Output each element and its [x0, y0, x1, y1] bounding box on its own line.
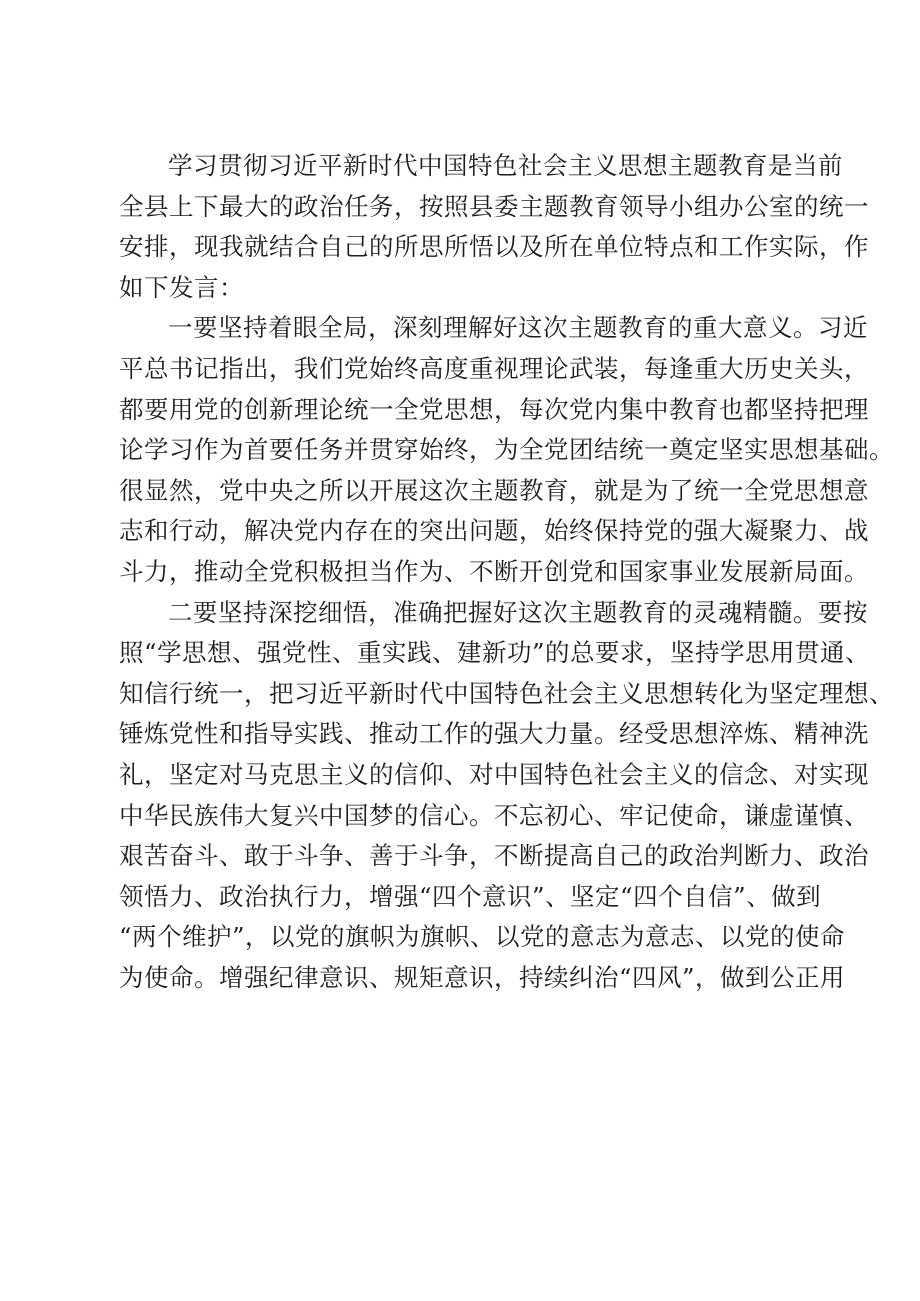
paragraph-3-line-2: 照“学思想、强党性、重实践、建新功”的总要求，坚持学思用贯通、: [119, 638, 871, 668]
paragraph-2-line-3: 都要用党的创新理论统一全党思想，每次党内集中教育也都坚持把理: [119, 394, 869, 424]
paragraph-1-line-3: 安排，现我就结合自己的所思所悟以及所在单位特点和工作实际，作: [119, 232, 869, 262]
paragraph-2-line-4: 论学习作为首要任务并贯穿始终，为全党团结统一奠定坚实思想基础。: [119, 435, 894, 465]
paragraph-1-line-4: 如下发言：: [119, 272, 244, 302]
paragraph-3-line-1: 二要坚持深挖细悟，准确把握好这次主题教育的灵魂精髓。要按: [168, 597, 868, 627]
paragraph-2-line-6: 志和行动，解决党内存在的突出问题，始终保持党的强大凝聚力、战: [119, 516, 869, 546]
paragraph-1-line-1: 学习贯彻习近平新时代中国特色社会主义思想主题教育是当前: [168, 151, 843, 180]
paragraph-3-line-9: “两个维护”，以党的旗帜为旗帜、以党的意志为意志、以党的使命: [119, 922, 846, 952]
paragraph-2-line-1: 一要坚持着眼全局，深刻理解好这次主题教育的重大意义。习近: [168, 313, 868, 343]
paragraph-3-line-3: 知信行统一，把习近平新时代中国特色社会主义思想转化为坚定理想、: [119, 678, 894, 708]
paragraph-2-line-2: 平总书记指出，我们党始终高度重视理论武装，每逢重大历史关头，: [119, 353, 869, 383]
paragraph-3-line-6: 中华民族伟大复兴中国梦的信心。不忘初心、牢记使命，谦虚谨慎、: [119, 800, 869, 830]
document-body: [119, 146, 894, 998]
paragraph-3-line-5: 礼，坚定对马克思主义的信仰、对中国特色社会主义的信念、对实现: [119, 759, 869, 789]
paragraph-3-line-4: 锤炼党性和指导实践、推动工作的强大力量。经受思想淬炼、精神洗: [119, 719, 869, 749]
paragraph-3-line-10: 为使命。增强纪律意识、规矩意识，持续纠治“四风”，做到公正用: [119, 962, 846, 992]
paragraph-1-line-2: 全县上下最大的政治任务，按照县委主题教育领导小组办公室的统一: [119, 191, 869, 221]
paragraph-3-line-8: 领悟力、政治执行力，增强“四个意识”、坚定“四个自信”、做到: [119, 881, 822, 911]
paragraph-2-line-5: 很显然，党中央之所以开展这次主题教育，就是为了统一全党思想意: [119, 475, 869, 505]
paragraph-3-line-7: 艰苦奋斗、敢于斗争、善于斗争，不断提高自己的政治判断力、政治: [119, 841, 869, 871]
paragraph-2-line-7: 斗力，推动全党积极担当作为、不断开创党和国家事业发展新局面。: [119, 556, 869, 586]
